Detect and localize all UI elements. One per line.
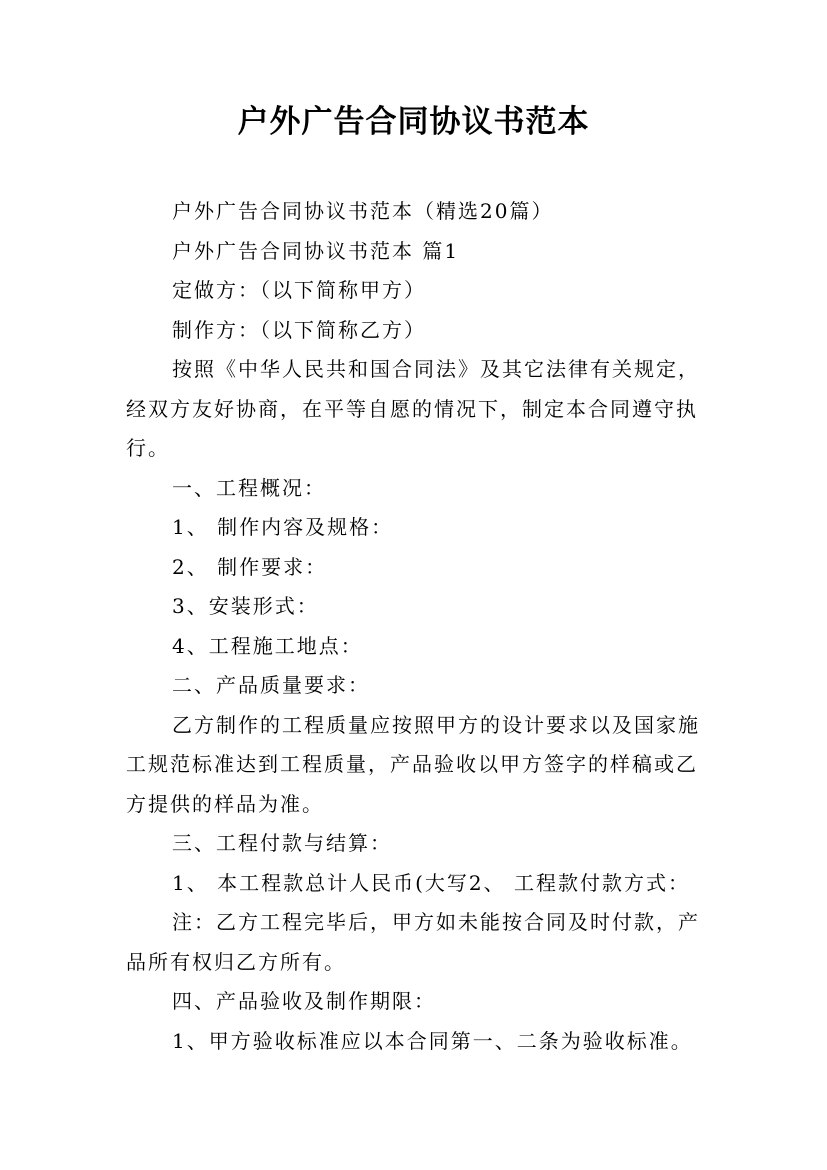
paragraph-clause-3-heading: 三、工程付款与结算： [172,831,392,855]
paragraph-clause-4-item-1: 1、甲方验收标准应以本合同第一、二条为验收标准。 [172,1028,693,1053]
paragraph-subtitle: 户外广告合同协议书范本（精选20篇） [172,199,554,223]
paragraph-clause-1-item-2: 2、 制作要求： [172,554,328,579]
paragraph-party-a: 定做方：（以下简称甲方） [172,278,426,302]
paragraph-clause-2-heading: 二、产品质量要求： [172,673,370,697]
document-body [126,192,716,1061]
paragraph-clause-4-heading: 四、产品验收及制作期限： [172,989,436,1013]
paragraph-clause-1-item-1: 1、 制作内容及规格： [172,515,394,539]
document-title: 户外广告合同协议书范本 [237,104,590,140]
paragraph-section-heading: 户外广告合同协议书范本 篇1 [172,238,460,263]
paragraph-clause-3-note: 注：乙方工程完毕后，甲方如未能按合同及时付款，产品所有权归乙方所有。 [126,910,700,974]
paragraph-clause-1-item-4: 4、工程施工地点： [172,633,363,658]
paragraph-clause-1-heading: 一、工程概况： [172,475,326,500]
paragraph-clause-2-body: 乙方制作的工程质量应按照甲方的设计要求以及国家施工规范标准达到工程质量，产品验收以甲方签字的样稿或乙方提供的样品为准。 [126,712,700,816]
paragraph-party-b: 制作方：（以下简称乙方） [172,317,426,342]
paragraph-clause-1-item-3: 3、安装形式： [172,594,319,618]
paragraph-clause-3-item-1: 1、 本工程款总计人民币(大写2、 工程款付款方式： [172,870,690,895]
paragraph-preamble: 按照《中华人民共和国合同法》及其它法律有关规定，经双方友好协商，在平等自愿的情况下，制定本合同遵守执行。 [126,357,700,460]
